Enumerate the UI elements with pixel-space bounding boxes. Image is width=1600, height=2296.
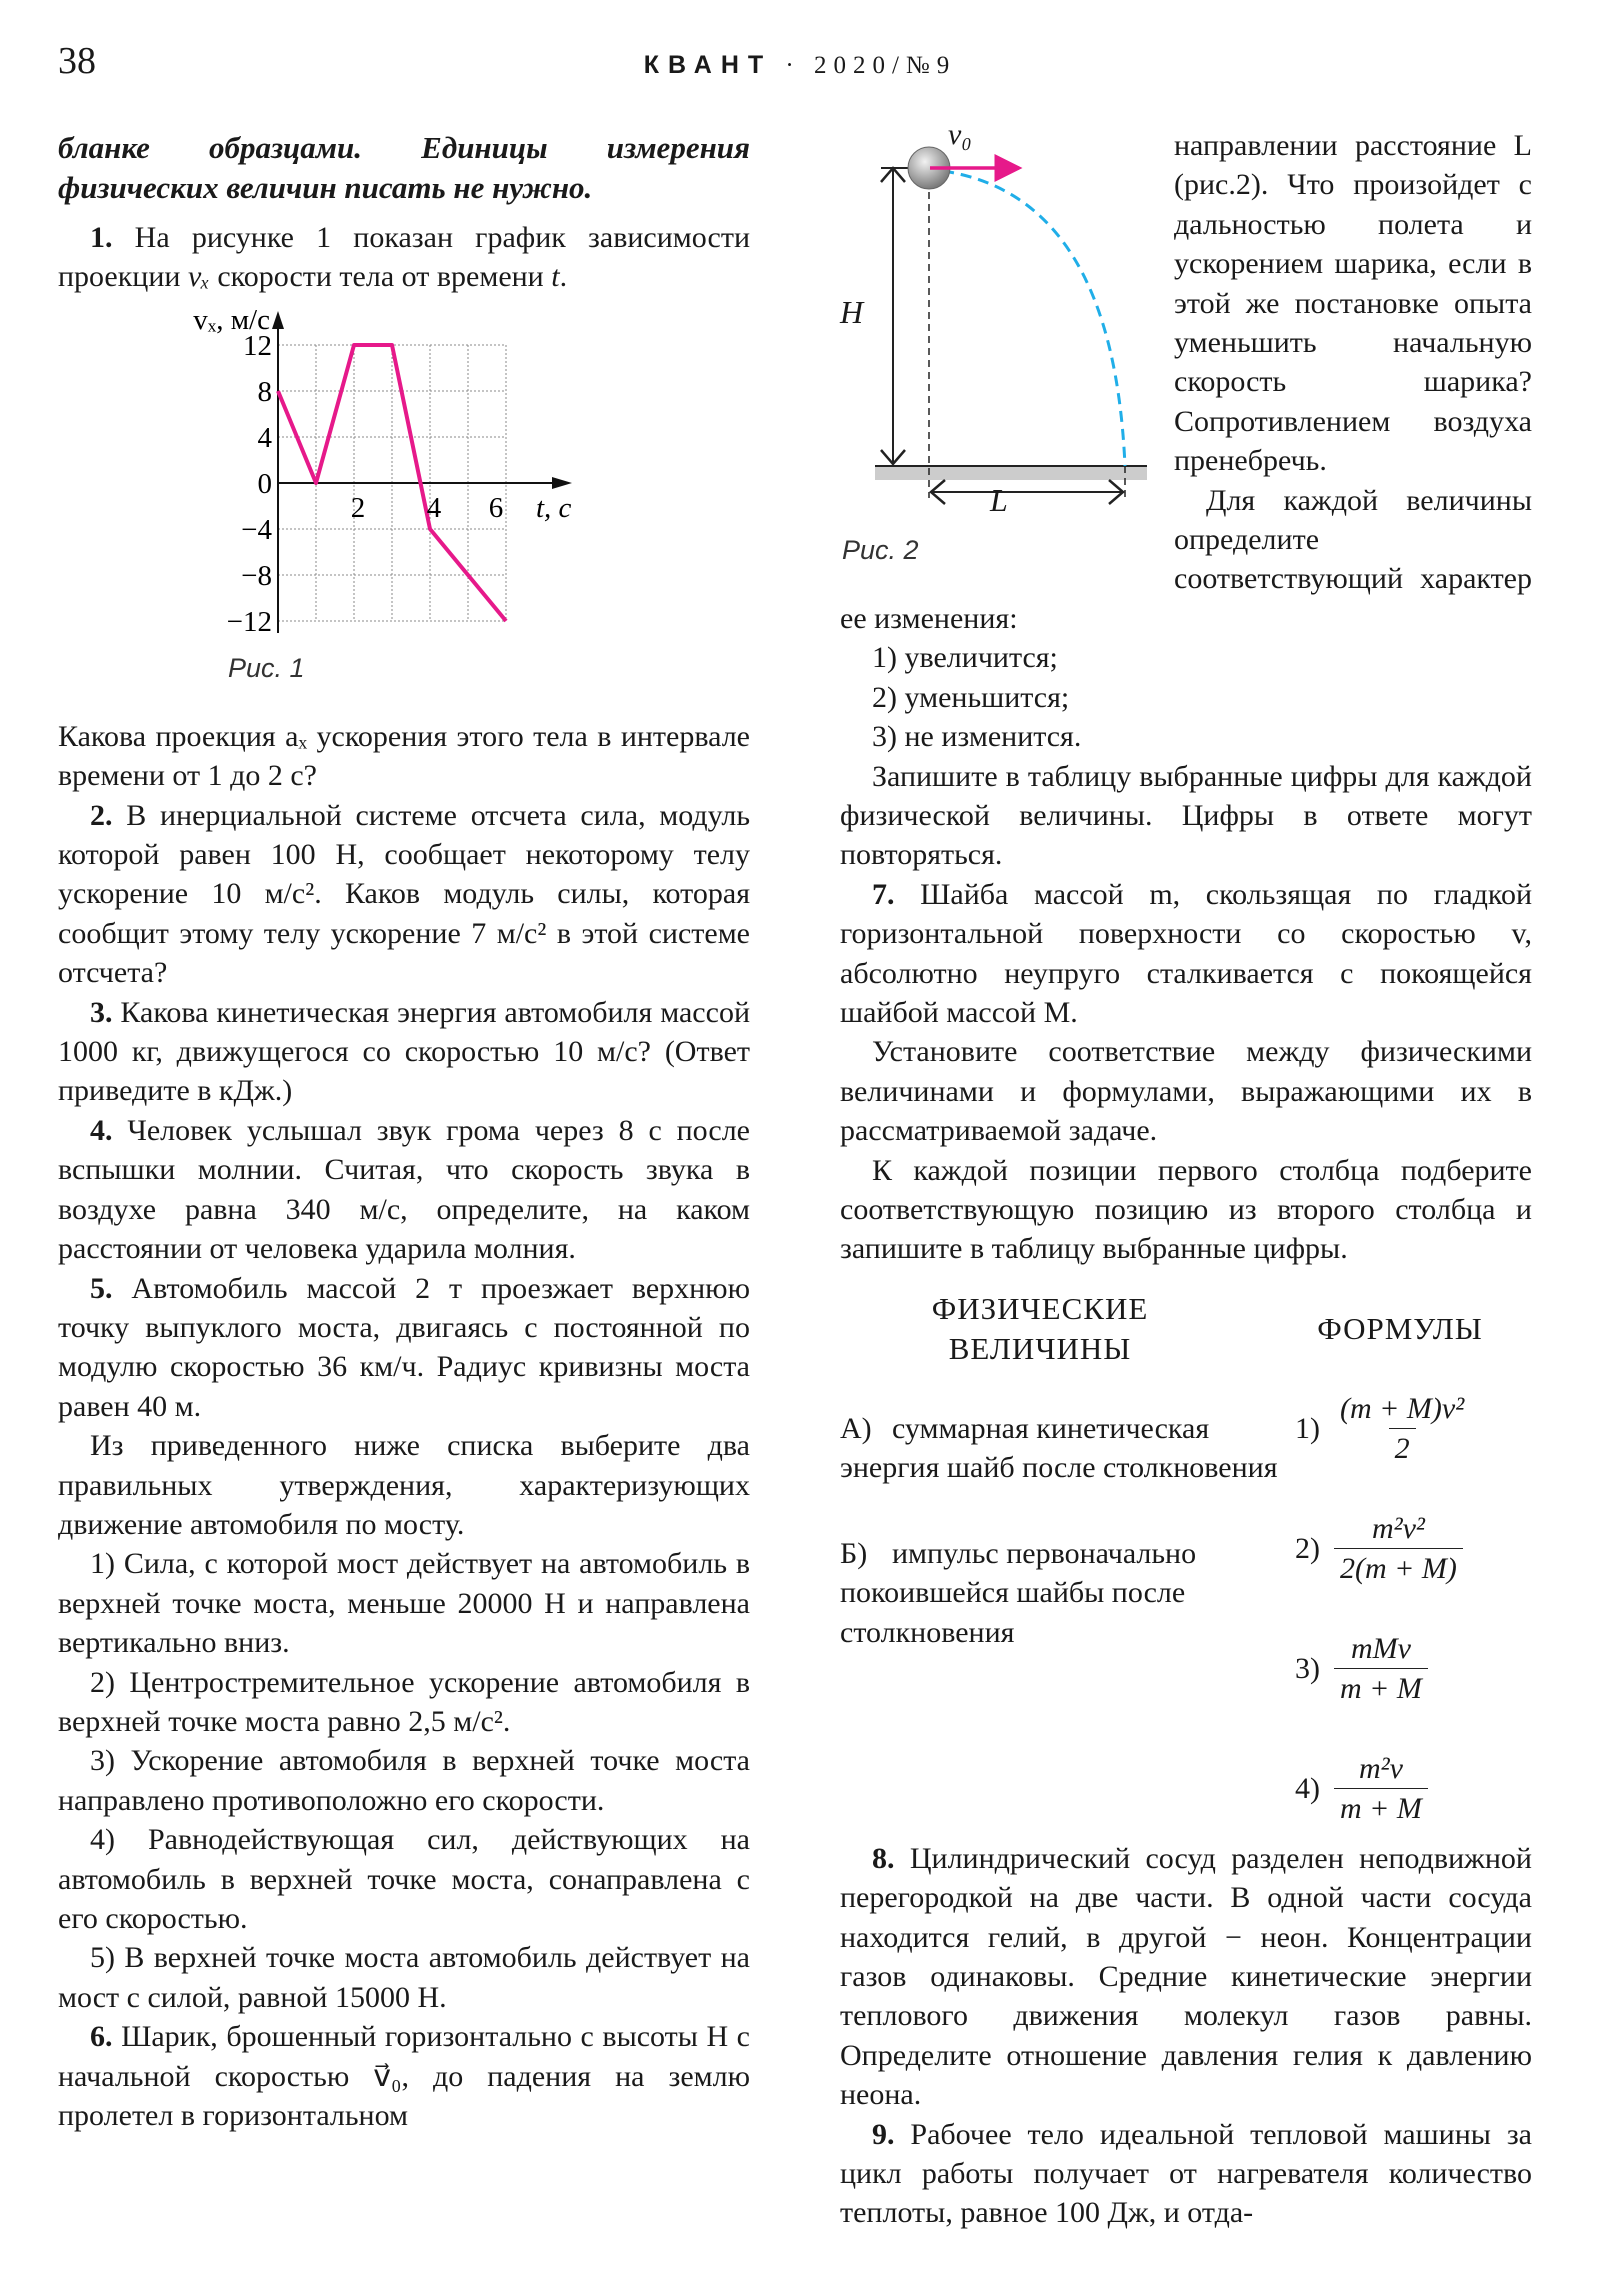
y-tick-label: 12 bbox=[243, 329, 272, 362]
problem-number: 8. bbox=[872, 1841, 895, 1875]
header-quantities: ФИЗИЧЕСКИЕ ВЕЛИЧИНЫ bbox=[931, 1290, 1149, 1366]
journal-header bbox=[0, 46, 1600, 85]
text: Какова кинетическая энергия автомобиля массой 1000 кг, движущегося со скоростью 10 м/с? (Ответ приведите в кДж.) bbox=[58, 995, 750, 1108]
text: Шайба массой m, скользящая по гладкой горизонтальной поверхности со скоростью v, абсолютно неупруго сталкивается с покоящейся шайбой массой M. bbox=[840, 877, 1533, 1029]
formula-label: 1) bbox=[1295, 1411, 1320, 1445]
quantity-row-b bbox=[840, 1534, 1280, 1652]
height-label: H bbox=[840, 294, 864, 330]
figure-1-caption: Рис. 1 bbox=[228, 652, 305, 683]
row-text: импульс первоначально покоившейся шайбы после столкновения bbox=[840, 1536, 1197, 1649]
text: Цилиндрический сосуд разделен неподвижной перегородкой на две части. В одной части сосуда находится гелий, в другой − неон. Концентрации газов одинаковы. Средние кинетические энергии теплового движения молекул газов равны. Определите отношение давления гелия к давлению неона. bbox=[840, 1841, 1532, 2112]
problem-1-question: Какова проекция aₓ ускорения этого тела в интервале времени от 1 до 2 с? bbox=[58, 719, 750, 793]
journal-issue: · 2020/№9 bbox=[785, 52, 957, 79]
problem-number: 1. bbox=[90, 221, 113, 254]
problem-7-instruction: К каждой позиции первого столбца подберите соответствующую позицию из второго столбца и запишите в таблицу выбранные цифры. bbox=[840, 1153, 1532, 1266]
figure-1 bbox=[58, 297, 750, 717]
denominator: 2 bbox=[1389, 1428, 1416, 1468]
problem-7 bbox=[840, 875, 1532, 1033]
formula-4 bbox=[1295, 1749, 1428, 1829]
problem-6-note: Запишите в таблицу выбранные цифры для каждой физической величины. Цифры в ответе могут повторяться. bbox=[840, 759, 1532, 872]
y-tick-label: −12 bbox=[226, 605, 272, 638]
problem-number: 9. bbox=[872, 2117, 895, 2151]
problem-7-task: Установите соответствие между физическими величинами и формулами, выражающими их в рассматриваемой задаче. bbox=[840, 1035, 1532, 1148]
velocity-chart bbox=[168, 297, 638, 642]
x-axis-arrow bbox=[552, 477, 572, 489]
option: 2) уменьшится; bbox=[872, 680, 1070, 714]
numerator: m²v² bbox=[1371, 1511, 1425, 1545]
option: 3) Ускорение автомобиля в верхней точке моста направлено противоположно его скорости. bbox=[58, 1744, 750, 1817]
formula-label: 4) bbox=[1295, 1771, 1320, 1805]
y-tick-label: −8 bbox=[241, 559, 272, 592]
y-axis-label: vₓ, м/с bbox=[193, 303, 270, 336]
text: Рабочее тело идеальной тепловой машины за цикл работы получает от нагревателя количество теплоты, равное 100 Дж, и отда- bbox=[840, 2117, 1533, 2230]
quantity-row-a bbox=[840, 1409, 1280, 1488]
formula-label: 2) bbox=[1295, 1531, 1320, 1565]
formula-3 bbox=[1295, 1629, 1428, 1709]
page-number: 38 bbox=[58, 40, 96, 82]
y-axis-arrow bbox=[272, 311, 284, 329]
row-text: суммарная кинетическая энергия шайб после столкновения bbox=[840, 1411, 1278, 1485]
problem-8 bbox=[840, 1839, 1532, 2115]
problem-number: 5. bbox=[90, 1271, 113, 1305]
row-label: А) bbox=[840, 1411, 872, 1445]
trajectory bbox=[943, 171, 1125, 466]
text: На рисунке 1 показан график зависимости проекции bbox=[58, 221, 751, 294]
y-tick-label: 4 bbox=[257, 421, 272, 454]
problem-6-continued: направлении расстояние L (рис.2). Что произойдет с дальностью полета и ускорением шарика, если в этой же постановке опыта уменьшить начальную скорость шарика? Сопротивлением воздуха пренебречь. bbox=[1174, 129, 1532, 478]
text: Автомобиль массой 2 т проезжает верхнюю точку выпуклого моста, двигаясь с постоянной по модулю скоростью 36 км/ч. Радиус кривизны моста равен 40 м. bbox=[58, 1271, 751, 1423]
v0-label: v₀ bbox=[948, 118, 972, 151]
problem-9 bbox=[840, 2115, 1532, 2233]
problem-number: 6. bbox=[90, 2020, 113, 2054]
denominator: m + M bbox=[1334, 1668, 1428, 1708]
denominator: m + M bbox=[1334, 1788, 1428, 1828]
formula-1 bbox=[1295, 1389, 1470, 1469]
journal-name: КВАНТ bbox=[643, 51, 773, 79]
option: 1) Сила, с которой мост действует на автомобиль в верхней точке моста, меньше 20000 Н и направлена вертикально вниз. bbox=[58, 1547, 750, 1660]
problem-1 bbox=[58, 218, 750, 297]
x-tick-label: 2 bbox=[350, 491, 366, 524]
option: 3) не изменится. bbox=[872, 720, 1082, 754]
text: Шарик, брошенный горизонтально с высоты H с начальной скоростью v⃗₀, до падения на землю пролетел в горизонтальном bbox=[58, 2020, 751, 2133]
x-axis-label: t, с bbox=[536, 491, 572, 524]
matching-table bbox=[840, 1289, 1532, 1829]
problem-5 bbox=[58, 1269, 750, 1427]
text: . bbox=[559, 260, 568, 294]
text: В инерциальной системе отсчета сила, модуль которой равен 100 Н, сообщает некоторому телу ускорение 10 м/с². Каков модуль силы, которая сообщит этому телу ускорение 7 м/с² в этой системе отсчета? bbox=[58, 798, 751, 990]
math: vₓ bbox=[187, 260, 210, 294]
problem-5-task: Из приведенного ниже списка выберите два правильных утверждения, характеризующих движение автомобиля по мосту. bbox=[58, 1429, 750, 1541]
denominator: 2(m + M) bbox=[1334, 1548, 1463, 1588]
distance-label: L bbox=[990, 482, 1008, 518]
intro-text: бланке образцами. Единицы измерения физических величин писать не нужно. bbox=[58, 130, 750, 205]
figure-2 bbox=[840, 118, 1166, 578]
ground bbox=[875, 466, 1147, 480]
y-tick-label: −4 bbox=[241, 513, 272, 546]
problem-number: 4. bbox=[90, 1113, 113, 1147]
x-tick-label: 4 bbox=[426, 491, 442, 524]
option: 4) Равнодействующая сил, действующих на автомобиль в верхней точке моста, сонаправлена с его скоростью. bbox=[58, 1823, 750, 1935]
math: t bbox=[551, 260, 560, 294]
numerator: mMv bbox=[1350, 1631, 1411, 1665]
problem-3 bbox=[58, 993, 750, 1111]
figure-2-caption: Рис. 2 bbox=[842, 535, 919, 565]
formula-2 bbox=[1295, 1509, 1463, 1589]
y-tick-label: 0 bbox=[257, 467, 272, 500]
left-column bbox=[58, 128, 750, 2135]
problem-6 bbox=[58, 2017, 750, 2135]
formula-label: 3) bbox=[1295, 1651, 1320, 1685]
problem-2 bbox=[58, 796, 750, 993]
option: 5) В верхней точке моста автомобиль действует на мост с силой, равной 15000 Н. bbox=[58, 1941, 750, 2014]
problem-number: 3. bbox=[90, 995, 113, 1029]
header-formulas: ФОРМУЛЫ bbox=[1317, 1310, 1483, 1346]
x-tick-label: 6 bbox=[488, 491, 504, 524]
text: скорости тела от времени bbox=[217, 260, 544, 294]
text: Человек услышал звук грома через 8 с после вспышки молнии. Считая, что скорость звука в воздухе равна 340 м/с, определите, на каком расстоянии от человека ударила молния. bbox=[58, 1113, 750, 1266]
problem-6-task: Для каждой величины определите соответствующий характер ее изменения: bbox=[840, 483, 1532, 635]
problem-4 bbox=[58, 1111, 750, 1269]
problem-number: 2. bbox=[90, 798, 113, 832]
problem-number: 7. bbox=[872, 877, 895, 911]
option: 2) Центростремительное ускорение автомобиля в верхней точке моста равно 2,5 м/с². bbox=[58, 1665, 750, 1738]
row-label: Б) bbox=[840, 1536, 868, 1570]
option: 1) увеличится; bbox=[872, 641, 1058, 675]
right-column bbox=[840, 118, 1533, 2233]
numerator: m²v bbox=[1358, 1751, 1403, 1785]
numerator: (m + M)v² bbox=[1340, 1391, 1465, 1425]
y-tick-label: 8 bbox=[257, 375, 272, 408]
